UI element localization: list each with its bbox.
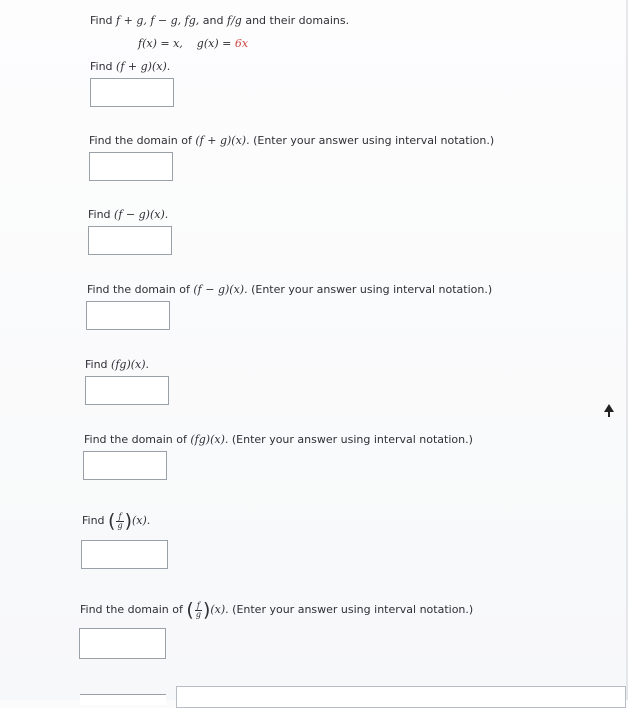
quotient-domain-fraction [194,602,203,619]
part-product-domain-expr: (fg)(x). [190,433,229,446]
quotient-domain-input[interactable] [79,628,166,659]
part-product-domain-find: Find the domain of [84,433,187,446]
g-definition-rhs: 6x [234,37,249,50]
part-difference-prompt [88,208,168,222]
quotient-answer-input[interactable] [81,540,168,569]
part-quotient-domain-note: (Enter your answer using interval notation.) [232,603,474,616]
part-sum-domain-note: (Enter your answer using interval notation.) [253,134,495,147]
intro-find-text: Find [90,14,113,27]
quotient-fraction [115,513,124,530]
part-product-find: Find [85,358,108,371]
part-quotient-domain-find: Find the domain of [80,603,183,616]
sum-domain-input[interactable] [89,152,173,181]
part-difference-domain-find: Find the domain of [87,283,190,296]
part-difference-domain-prompt [87,283,492,297]
product-domain-input[interactable] [83,451,167,480]
part-quotient-domain-prompt: Find the domain of ( $\frac{f}{g}$ )(x). (Enter your answer using interval notation.) [80,599,474,621]
part-product-expr: (fg)(x). [111,358,150,371]
part-sum-domain-find: Find the domain of [89,134,192,147]
intro-operations: f + g, f − g, fg, [116,14,200,27]
part-difference-domain-note: (Enter your answer using interval notation.) [251,283,493,296]
next-question-field[interactable] [176,686,626,708]
problem-statement [90,14,349,28]
g-definition-lhs: g(x) = [196,37,232,50]
quotient-denominator: g [117,520,123,530]
function-definitions [138,37,248,51]
quotient-domain-numerator: f [195,602,202,611]
intro-and-text: and [202,14,224,27]
part-quotient-tail: (x). [132,514,151,527]
part-sum-expr: (f + g)(x). [116,60,171,73]
part-difference-find: Find [88,208,111,221]
part-product-domain-prompt [84,433,473,447]
f-definition: f(x) = x, [138,37,183,50]
part-sum-prompt [90,60,170,74]
product-answer-input[interactable] [85,376,169,405]
part-product-domain-note: (Enter your answer using interval notation.) [231,433,473,446]
sum-answer-input[interactable] [90,78,174,107]
part-quotient-prompt: Find ( $\frac{f}{g}$ )(x). [82,510,151,532]
part-quotient-find: Find [82,514,105,527]
arrow-pointer-stem [608,411,610,417]
part-product-prompt [85,358,149,372]
part-sum-domain-prompt [89,134,494,148]
part-sum-find: Find [90,60,113,73]
intro-quotient: f/g [227,14,242,27]
part-difference-domain-expr: (f − g)(x). [193,283,248,296]
quotient-numerator: f [116,513,123,522]
quotient-domain-denominator: g [195,609,201,619]
difference-answer-input[interactable] [88,226,172,255]
part-sum-domain-expr: (f + g)(x). [195,134,250,147]
part-difference-expr: (f − g)(x). [114,208,169,221]
difference-domain-input[interactable] [86,301,170,330]
part-quotient-domain-tail: (x). [210,603,229,616]
intro-tail-text: and their domains. [245,14,350,27]
